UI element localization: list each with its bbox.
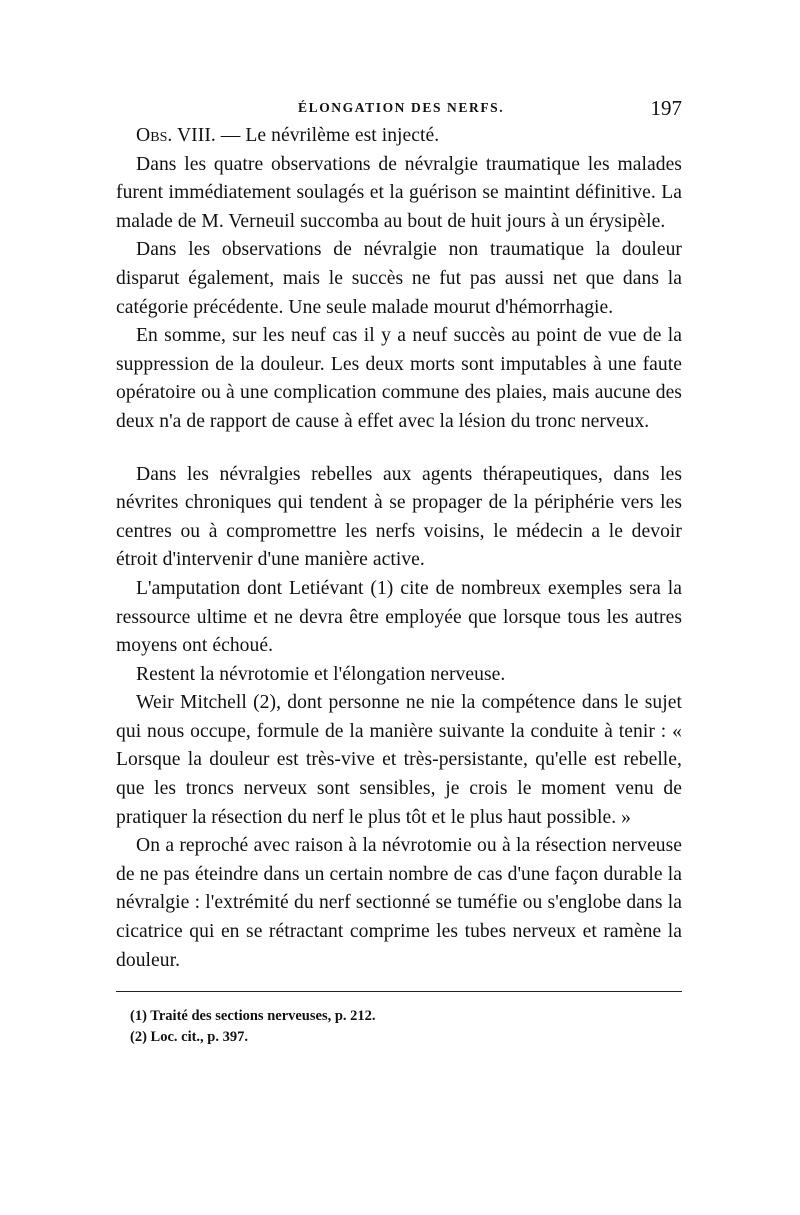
paragraph: On a reproché avec raison à la névrotomie ou à la résection nerveuse de ne pas éteindre dans un certain nombre de cas d'une façon durable la névralgie : l'extrémité du nerf sectionné se tuméfie ou s'englobe dans la cicatrice qui en se rétractant comprime les tubes nerveux et ramène la douleur. — [116, 835, 682, 971]
footnote: (1) Traité des sections nerveuses, p. 212. — [130, 1008, 376, 1025]
paragraph: En somme, sur les neuf cas il y a neuf succès au point de vue de la suppression de la douleur. Les deux morts sont imputables à une faute opératoire ou à une complication commune des plaies, mais aucune des deux n'a de rapport de cause à effet avec la lésion du tronc nerveux. — [116, 325, 682, 432]
footnote: (2) Loc. cit., p. 397. — [130, 1029, 248, 1046]
paragraph-obs-viii — [116, 122, 682, 151]
observation-label: Obs. VIII. — [136, 125, 216, 146]
footnotes — [116, 1006, 682, 1048]
observation-text: — Le névrilème est injecté. — [215, 125, 440, 146]
paragraph: Restent la névrotomie et l'élongation nerveuse. — [136, 663, 506, 685]
page-header — [116, 92, 682, 122]
footnote-divider — [116, 991, 682, 992]
paragraph: Dans les observations de névralgie non traumatique la douleur disparut également, mais le succès ne fut pas aussi net que dans la catégorie précédente. Une seule malade mourut d'hémorrhagie. — [116, 239, 682, 318]
book-page — [116, 92, 682, 1048]
paragraph: L'amputation dont Letiévant (1) cite de nombreux exemples sera la ressource ultime et ne devra être employée que lorsque tous les autres moyens ont échoué. — [116, 577, 682, 657]
page-number: 197 — [650, 96, 682, 120]
body-text — [116, 122, 682, 975]
paragraph: Dans les névralgies rebelles aux agents thérapeutiques, dans les névrites chroniques qui tendent à se propager de la périphérie vers les centres ou à compromettre les nerfs voisins, le médecin a le devoir étroit d'intervenir d'une manière active. — [116, 463, 682, 571]
paragraph: Weir Mitchell (2), dont personne ne nie la compétence dans le sujet qui nous occupe, formule de la manière suivante la conduite à tenir : « Lorsque la douleur est très-vive et très-persistante, qu'elle est rebelle, que les troncs nerveux sont sensibles, je crois le moment venu de pratiquer la résection du nerf le plus tôt et le plus haut possible. » — [116, 692, 682, 828]
running-title: ÉLONGATION DES NERFS. — [298, 100, 505, 115]
paragraph: Dans les quatre observations de névralgie traumatique les malades furent immédiatement soulagés et la guérison se maintint définitive. La malade de M. Verneuil succomba au bout de huit jours à un érysipèle. — [116, 153, 682, 232]
section-gap — [116, 437, 682, 461]
